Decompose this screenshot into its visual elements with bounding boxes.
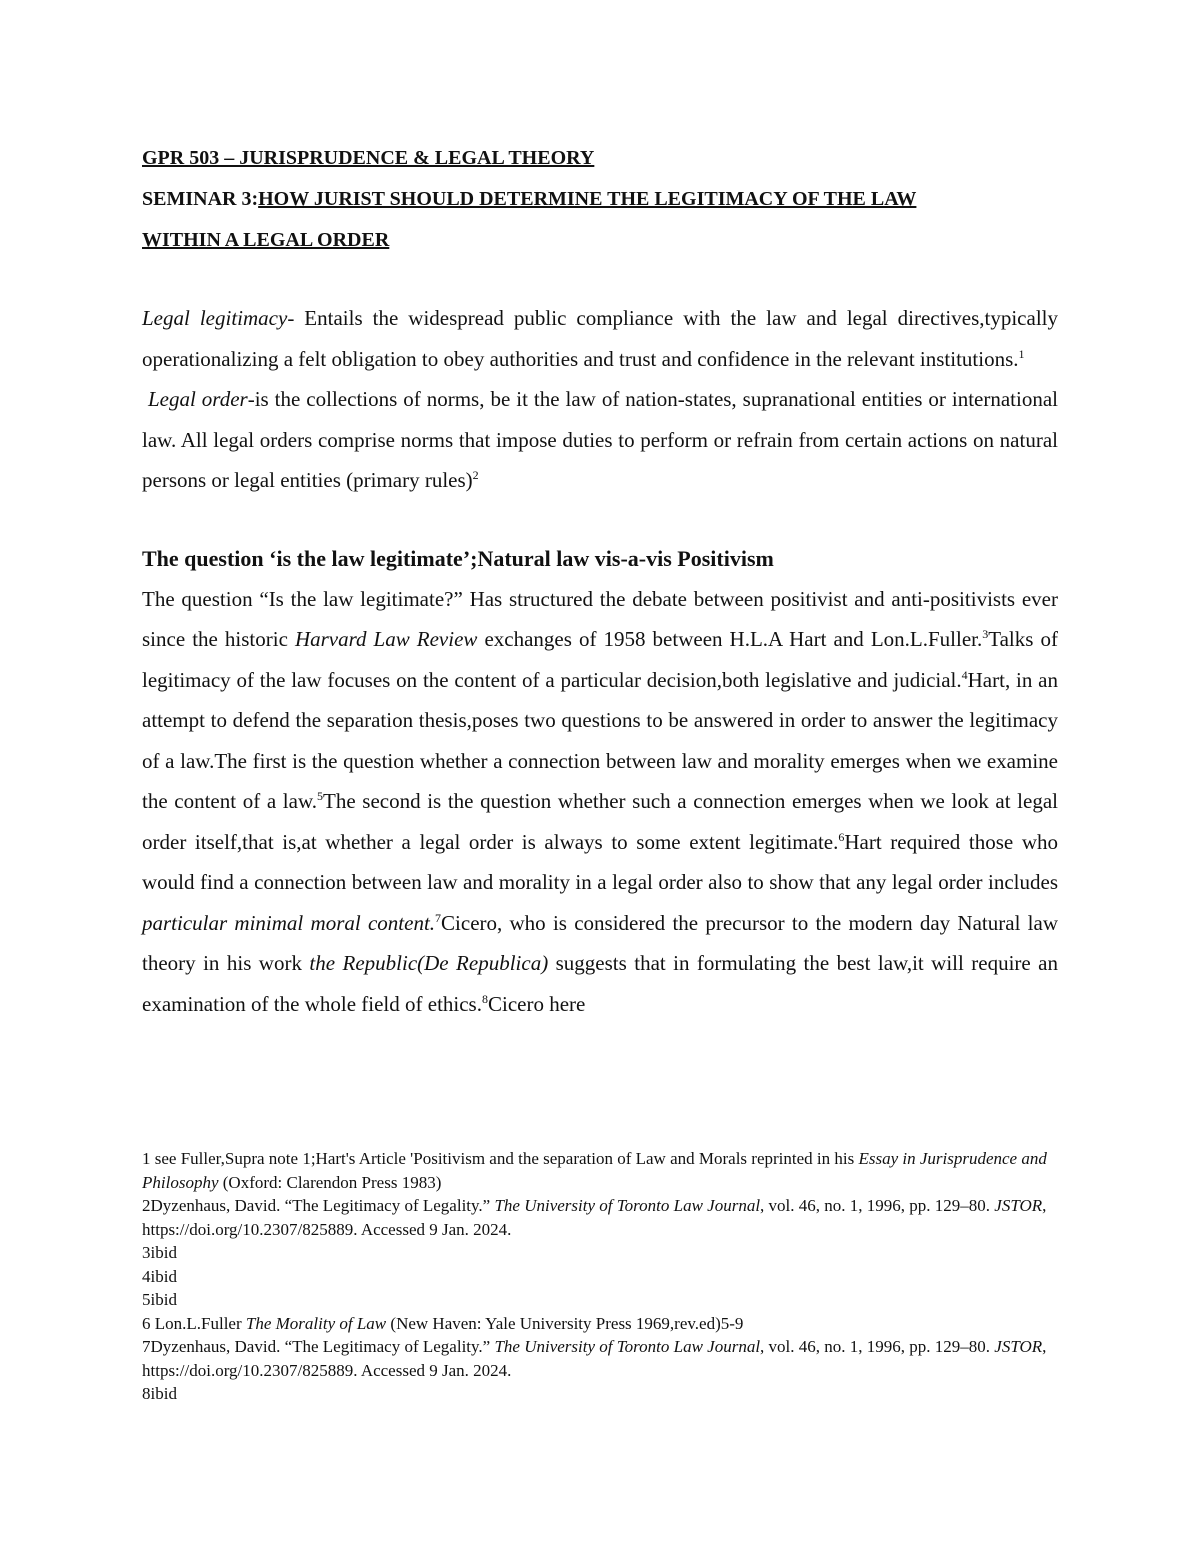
- footnote-8: 8ibid: [142, 1384, 177, 1403]
- footnote-6: [142, 1312, 1062, 1336]
- footnote-ref-7[interactable]: 7: [435, 910, 442, 925]
- footnote-text: 1 see Fuller,Supra note 1;Hart's Article 'Positivism and the separation of Law and Morals reprinted in his: [142, 1149, 859, 1168]
- document-header: [142, 138, 1062, 261]
- footnote-3: 3ibid: [142, 1243, 177, 1262]
- footnote-ref-6[interactable]: 6: [838, 829, 845, 844]
- footnotes: [142, 1147, 1062, 1406]
- footnote-text: 6 Lon.L.Fuller: [142, 1313, 246, 1333]
- footnote-4: 4ibid: [142, 1266, 177, 1286]
- legal-legitimacy-text: - Entails the widespread public compliance with the law and legal directives,typically operationalizing a felt obligation to obey authorities and trust and confidence in the relevant institutions.: [142, 306, 1058, 371]
- legal-legitimacy-definition: [142, 298, 1058, 379]
- footnote-1: [142, 1147, 1062, 1194]
- footnote-title: The University of Toronto Law Journal: [494, 1196, 761, 1215]
- paragraph-text: suggests that in formulating the best law,it will require an examination of the whole field of ethics.: [142, 951, 1059, 1016]
- footnote-text: (Oxford: Clarendon Press 1983): [218, 1172, 442, 1192]
- footnote-title: Essay in Jurisprudence and Philosophy: [142, 1149, 1047, 1192]
- seminar-prefix: SEMINAR 3:: [142, 188, 259, 210]
- course-title: GPR 503 – JURISPRUDENCE & LEGAL THEORY: [142, 147, 595, 169]
- footnote-text: 7Dyzenhaus, David. “The Legitimacy of Legality.”: [142, 1337, 495, 1356]
- footnote-jstor: JSTOR: [994, 1196, 1043, 1215]
- footnote-text: 2Dyzenhaus, David. “The Legitimacy of Legality.”: [142, 1196, 495, 1215]
- footnote-ref-1[interactable]: 1: [1018, 346, 1025, 361]
- paragraph-text: Cicero here: [487, 991, 586, 1016]
- legal-order-text: -is the collections of norms, be it the law of nation-states, supranational entities or international law. All legal orders comprise norms that impose duties to perform or refrain from certain actions on natural persons or legal entities (primary rules): [142, 387, 1058, 492]
- footnote-title: The Morality of Law: [245, 1313, 387, 1333]
- legal-order-term: Legal order: [148, 387, 248, 411]
- footnote-ref-3[interactable]: 3: [982, 627, 989, 641]
- footnote-link-text[interactable]: , https://doi.org/10.2307/825889. Accessed 9 Jan. 2024.: [142, 1337, 1047, 1380]
- paragraph-text: Hart, in an attempt to defend the separation thesis,poses two questions to be answered in order to answer the legitimacy of a law.The first is the question whether a connection between law and morality emerges when we examine the content of a law.: [142, 667, 1058, 813]
- footnote-link-text[interactable]: , https://doi.org/10.2307/825889. Accessed 9 Jan. 2024.: [142, 1196, 1047, 1239]
- spacer: [142, 501, 1058, 539]
- paragraph-text: Hart required those who would find a connection between law and morality in a legal order also to show that any legal order includes: [142, 829, 1058, 894]
- footnote-text: (New Haven: Yale University Press 1969,rev.ed)5-9: [386, 1313, 744, 1333]
- footnote-title: The University of Toronto Law Journal: [494, 1337, 761, 1356]
- minimal-moral-content-phrase: particular minimal moral content.: [142, 910, 436, 935]
- paragraph-text: The second is the question whether such a connection emerges when we look at legal order itself,that is,at whether a legal order is always to some extent legitimate.: [142, 789, 1058, 854]
- footnote-5: 5ibid: [142, 1290, 177, 1309]
- section-paragraph: [142, 579, 1058, 1025]
- footnote-ref-8[interactable]: 8: [481, 991, 488, 1006]
- paragraph-text: Cicero, who is considered the precursor to the modern day Natural law theory in his work: [142, 910, 1058, 975]
- paragraph-text: Talks of legitimacy of the law focuses on the content of a particular decision,both legislative and judicial.: [142, 627, 1058, 692]
- legal-order-definition: [142, 379, 1058, 501]
- footnote-7: [142, 1335, 1062, 1382]
- footnote-text: , vol. 46, no. 1, 1996, pp. 129–80.: [760, 1337, 995, 1356]
- footnote-2: [142, 1194, 1062, 1241]
- paragraph-text: The question “Is the law legitimate?” Has structured the debate between positivist and anti-positivists ever since the historic: [142, 586, 1058, 651]
- seminar-title: [142, 179, 1062, 220]
- footnote-ref-4[interactable]: 4: [961, 667, 968, 682]
- seminar-title-line-1: HOW JURIST SHOULD DETERMINE THE LEGITIMACY OF THE LAW: [258, 188, 917, 210]
- seminar-title-line-2: WITHIN A LEGAL ORDER: [142, 229, 390, 251]
- harvard-law-review-title: Harvard Law Review: [294, 627, 478, 651]
- legal-legitimacy-term: Legal legitimacy: [142, 306, 288, 330]
- document-body: [142, 298, 1058, 1024]
- footnote-ref-2[interactable]: 2: [472, 468, 479, 482]
- footnote-jstor: JSTOR: [994, 1337, 1043, 1356]
- footnote-text: , vol. 46, no. 1, 1996, pp. 129–80.: [760, 1196, 995, 1215]
- de-republica-title: the Republic(De Republica): [309, 951, 549, 975]
- section-heading: The question ‘is the law legitimate’;Natural law vis-a-vis Positivism: [142, 545, 774, 571]
- footnote-ref-5[interactable]: 5: [317, 789, 323, 803]
- paragraph-text: exchanges of 1958 between H.L.A Hart and Lon.L.Fuller.: [477, 627, 983, 651]
